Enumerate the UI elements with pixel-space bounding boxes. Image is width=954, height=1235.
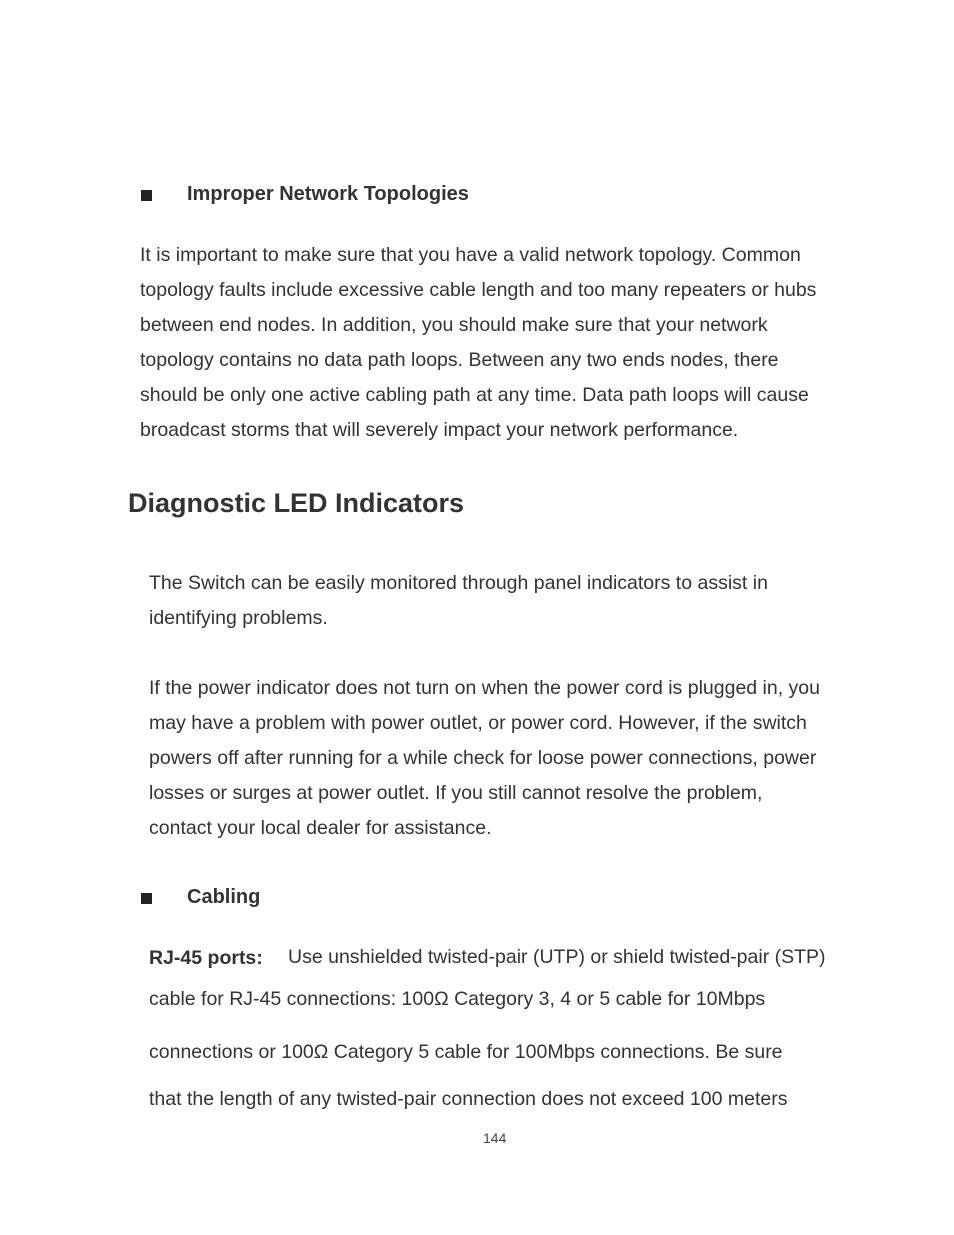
text-line: The Switch can be easily monitored through panel indicators to assist in (149, 572, 768, 594)
diagnostic-intro-paragraph (149, 566, 768, 636)
topologies-paragraph (140, 238, 816, 448)
text-line: topology contains no data path loops. Between any two ends nodes, there (140, 349, 779, 371)
text-line: powers off after running for a while check for loose power connections, power (149, 747, 817, 769)
cabling-line: that the length of any twisted-pair connection does not exceed 100 meters (149, 1088, 788, 1110)
subheading-cabling: Cabling (187, 886, 261, 908)
text-line: may have a problem with power outlet, or power cord. However, if the switch (149, 712, 807, 734)
text-line: should be only one active cabling path at any time. Data path loops will cause (140, 384, 809, 406)
rj45-ports-label (149, 947, 263, 970)
text-line: If the power indicator does not turn on when the power cord is plugged in, you (149, 677, 820, 699)
page-number: 144 (483, 1130, 507, 1146)
text-line: It is important to make sure that you have a valid network topology. Common (140, 244, 801, 266)
section-heading-diagnostic-led-indicators: Diagnostic LED Indicators (128, 488, 465, 518)
text-line: identifying problems. (149, 607, 328, 629)
text-line: broadcast storms that will severely impact your network performance. (140, 419, 739, 441)
text-line: between end nodes. In addition, you should make sure that your network (140, 314, 768, 336)
cabling-line: connections or 100Ω Category 5 cable for 100Mbps connections. Be sure (149, 1041, 783, 1063)
square-bullet-icon (141, 893, 152, 904)
power-indicator-paragraph (149, 671, 820, 846)
square-bullet-icon (141, 190, 152, 201)
text-line: contact your local dealer for assistance. (149, 817, 492, 839)
text-line: losses or surges at power outlet. If you still cannot resolve the problem, (149, 782, 763, 804)
cabling-line: Use unshielded twisted-pair (UTP) or shield twisted-pair (STP) (288, 946, 826, 968)
rj45-label: RJ-45 ports: (149, 947, 263, 969)
text-line: topology faults include excessive cable length and too many repeaters or hubs (140, 279, 817, 301)
subheading-improper-network-topologies: Improper Network Topologies (187, 183, 469, 205)
cabling-line: cable for RJ-45 connections: 100Ω Category 3, 4 or 5 cable for 10Mbps (149, 988, 766, 1010)
